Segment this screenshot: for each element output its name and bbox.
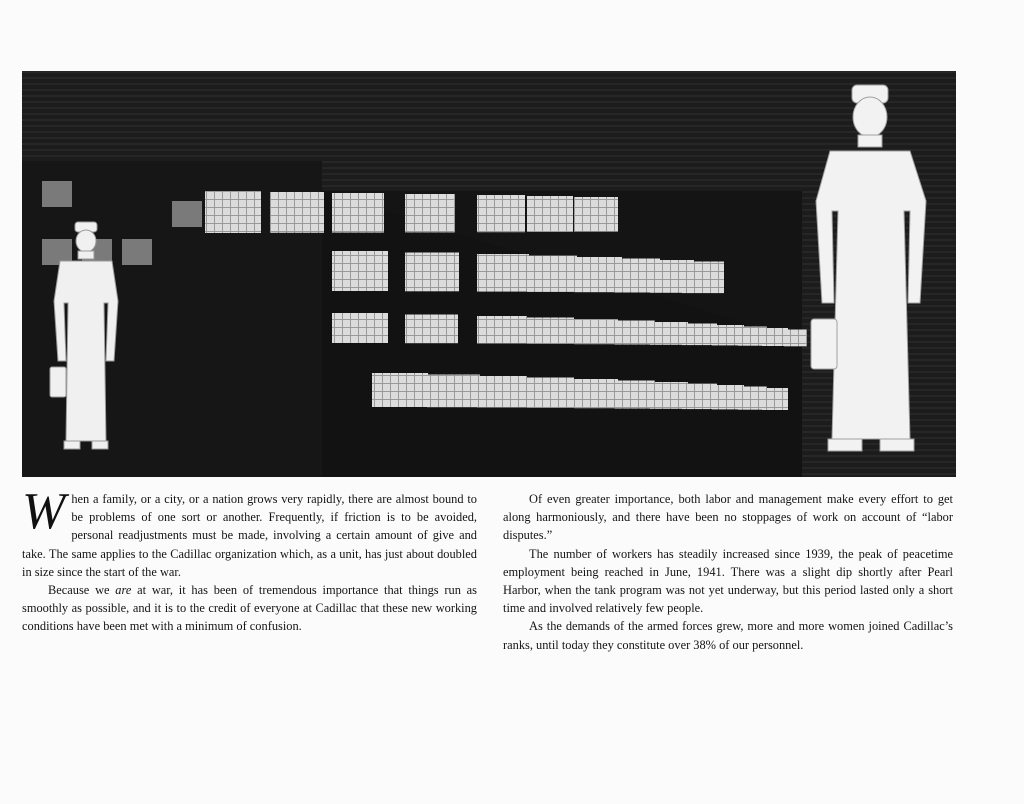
window [372, 373, 428, 407]
text-column-right [503, 490, 953, 654]
window [270, 192, 324, 233]
window [332, 313, 388, 343]
paragraph [22, 581, 477, 636]
window [405, 194, 455, 232]
window [527, 318, 574, 344]
window [205, 191, 261, 233]
window [574, 379, 618, 408]
window [477, 195, 525, 232]
window [682, 324, 717, 346]
text-column-left [22, 483, 477, 636]
window [527, 378, 574, 408]
window [405, 315, 458, 344]
window [427, 375, 480, 408]
drop-cap: W [22, 483, 66, 540]
paragraph-text: at war, it has been of tremendous importance that things run as smoothly as possible, and it is to the credit of everyone at Cadillac that these new working conditions have been met with a minimum of confusion. [22, 583, 477, 634]
window [762, 388, 788, 410]
window [682, 262, 724, 294]
window [477, 316, 527, 344]
window [527, 256, 577, 292]
window [405, 253, 459, 292]
paragraph [22, 483, 477, 581]
window [527, 196, 573, 232]
factory-illustration-art [22, 71, 956, 477]
window [784, 330, 807, 347]
window [574, 319, 618, 344]
paragraph: Of even greater importance, both labor and management make every effort to get along harmoniously, and there have been no stoppages of work on account of “labor disputes.” [503, 492, 953, 543]
paragraph: As the demands of the armed forces grew, more and more women joined Cadillac’s ranks, until today they constitute over 38% of our personnel. [503, 619, 953, 652]
window [172, 201, 202, 227]
paragraph: The number of workers has steadily increased since 1939, the peak of peacetime employment being reached in June, 1941. There was a slight dip shortly after Pearl Harbor, when the tank program was not yet underway, but this period lasted only a short time and involved relatively few people. [503, 546, 953, 616]
window [122, 239, 152, 265]
window [614, 381, 655, 409]
window [682, 384, 717, 410]
paragraph-text: Because we [48, 583, 116, 598]
window [42, 181, 72, 207]
window [332, 193, 384, 233]
window [332, 251, 388, 291]
emphasis: are [115, 583, 132, 598]
window [477, 376, 527, 408]
window [574, 197, 618, 232]
window [477, 254, 529, 292]
factory-illustration [22, 71, 956, 477]
paragraph-text: hen a family, or a city, or a nation grows very rapidly, there are almost bound to be problems of one sort or another. Frequently, if friction is to be avoided, personal readjustments must be made, involving a certain amount of give and take. The same applies to the Cadillac organization which, as a unit, has just about doubled in size since the start of the war. [22, 492, 477, 579]
window [614, 321, 655, 345]
